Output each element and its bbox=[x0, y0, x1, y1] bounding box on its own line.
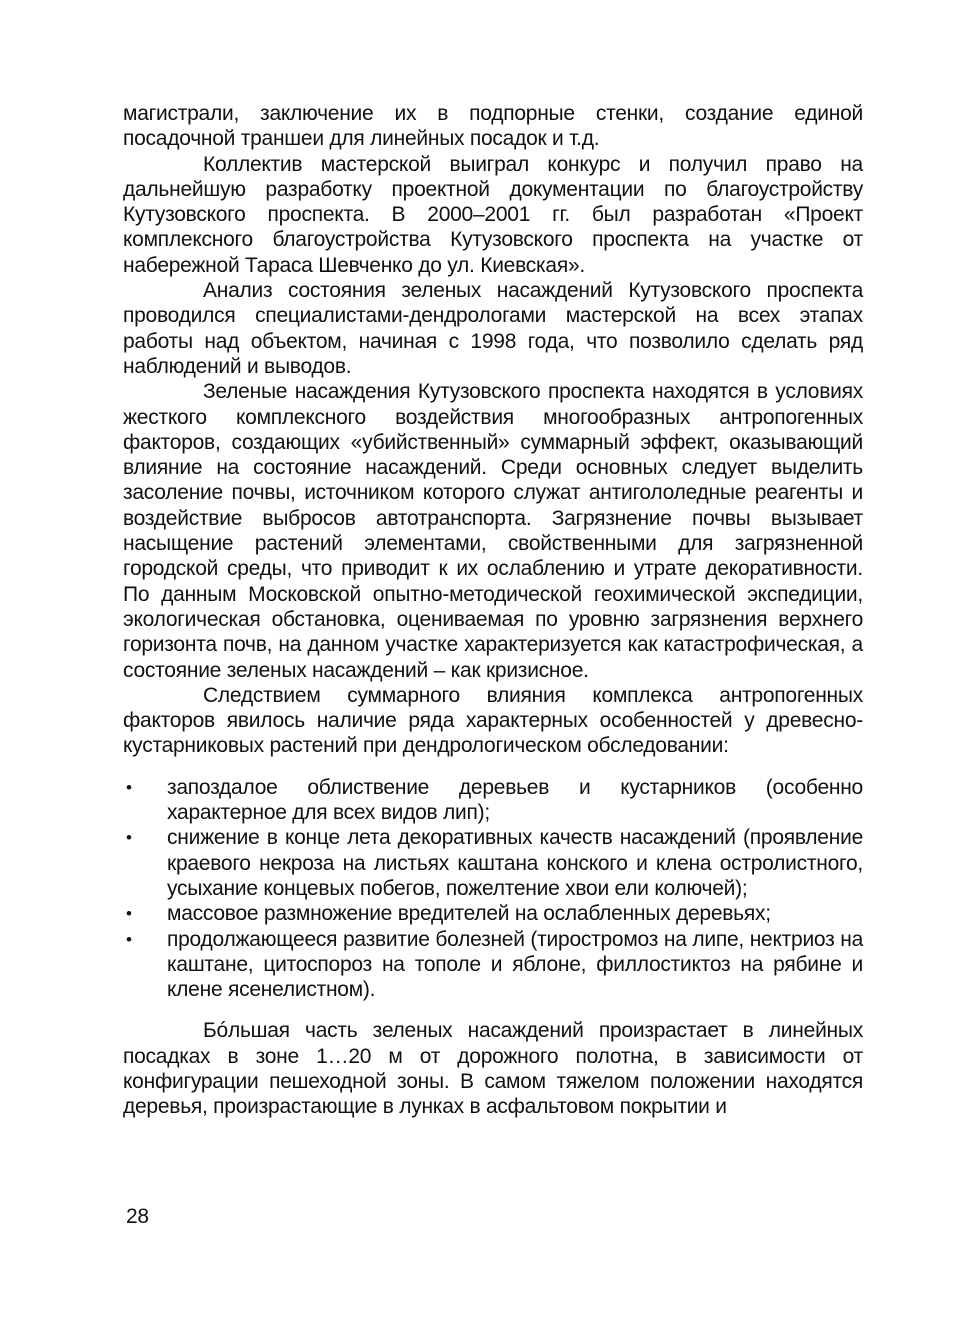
paragraph-analysis: Анализ состояния зеленых насаждений Кутузовского проспекта проводился специалистами-дендрологами мастерской на всех этапах работы над объектом, начиная с 1998 года, что позволило сделать ряд наблюдений и выводов. bbox=[123, 279, 863, 378]
paragraph-continuation: магистрали, заключение их в подпорные стенки, создание единой посадочной траншеи для линейных посадок и т.д. bbox=[123, 102, 863, 151]
page-body bbox=[123, 101, 863, 1120]
paragraph-conditions: Зеленые насаждения Кутузовского проспекта находятся в условиях жесткого комплексного воздействия многообразных антропогенных факторов, создающих «убийственный» суммарный эффект, оказывающий влияние на состояние насаждений. Среди основных следует выделить засоление почвы, источником которого служат антигололедные реагенты и воздействие выбросов автотранспорта. Загрязнение почвы вызывает насыщение растений элементами, свойственными для загрязненной городской среды, что приводит к их ослаблению и утрате декоративности. По данным Московской опытно-методической геохимической экспедиции, экологическая обстановка, оцениваемая по уровню загрязнения верхнего горизонта почв, на данном участке характеризуется как катастрофическая, а состояние зеленых насаждений – как кризисное. bbox=[123, 380, 863, 682]
list-item-text: запоздалое облиствение деревьев и кустарников (особенно характерное для всех видов лип); bbox=[167, 775, 863, 825]
list-item bbox=[123, 901, 863, 926]
page-number: 28 bbox=[126, 1205, 149, 1228]
list-item-text: массовое размножение вредителей на ослабленных деревьях; bbox=[167, 902, 771, 926]
paragraph-competition: Коллектив мастерской выиграл конкурс и получил право на дальнейшую разработку проектной документации по благоустройству Кутузовского проспекта. В 2000–2001 гг. был разработан «Проект комплексного благоустройства Кутузовского проспекта на участке от набережной Тараса Шевченко до ул. Киевская». bbox=[123, 152, 863, 277]
list-item bbox=[123, 775, 863, 826]
list-item-text: продолжающееся развитие болезней (тиростромоз на липе, нектриоз на каштане, цитоспороз на тополе и яблоне, филлостиктоз на рябине и клене ясенелистном). bbox=[167, 927, 863, 1002]
bullet-list bbox=[123, 775, 863, 1003]
list-item bbox=[123, 927, 863, 1003]
list-item-text: снижение в конце лета декоративных качеств насаждений (проявление краевого некроза на листьях каштана конского и клена остролистного, усыхание концевых побегов, пожелтение хвои ели колючей); bbox=[167, 826, 863, 900]
bullet-marker: • bbox=[126, 904, 132, 924]
bullet-marker: • bbox=[126, 777, 132, 797]
paragraph-closing: Бóльшая часть зеленых насаждений произрастает в линейных посадках в зоне 1…20 м от дорожного полотна, в зависимости от конфигурации пешеходной зоны. В самом тяжелом положении находятся деревья, произрастающие в лунках в асфальтовом покрытии и bbox=[123, 1019, 863, 1119]
bullet-marker: • bbox=[126, 828, 132, 848]
list-item bbox=[123, 825, 863, 901]
paragraph-consequences: Следствием суммарного влияния комплекса антропогенных факторов явилось наличие ряда характерных особенностей у древесно-кустарниковых растений при дендрологическом обследовании: bbox=[123, 683, 863, 758]
bullet-marker: • bbox=[126, 929, 132, 949]
